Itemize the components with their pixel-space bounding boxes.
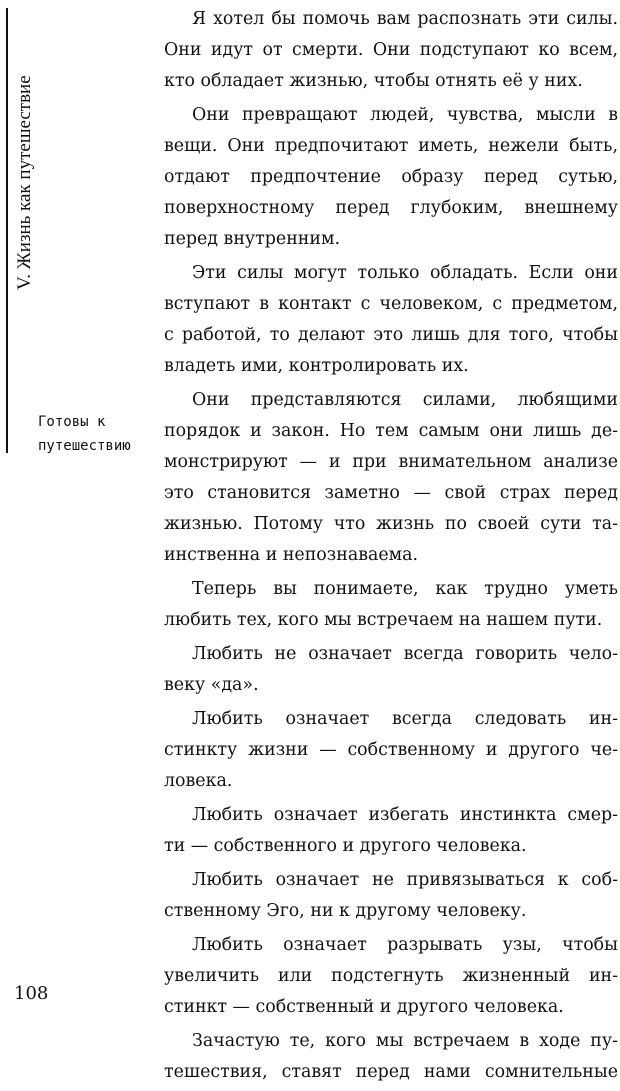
margin-note [38, 410, 168, 458]
text-line: это становится заметно — свой страх перед [164, 483, 618, 503]
text-line: Они идут от смерти. Они подступают ко всем, [164, 40, 618, 60]
text-line: кто обладает жизнью, чтобы отнять её у них. [164, 71, 583, 91]
text-line: Любить означает избегать инстинкта смер- [192, 805, 618, 825]
paragraph [164, 574, 618, 636]
text-line: Они представляются силами, любящими [192, 390, 618, 410]
margin-note-line: путешествию [38, 438, 131, 454]
text-line: увеличить или подстегнуть жизненный ин- [164, 966, 618, 986]
text-line: инственна и непознаваема. [164, 545, 419, 565]
running-head-rule [6, 8, 8, 453]
text-line: Я хотел бы помочь вам распознать эти силы. [192, 9, 618, 29]
text-line: порядок и закон. Но тем самым они лишь де- [164, 421, 618, 441]
text-line: Любить означает не привязываться к соб- [192, 870, 618, 890]
text-line: перед внутренним. [164, 229, 341, 249]
text-line: Теперь вы понимаете, как трудно уметь [192, 579, 618, 599]
text-line: Зачастую те, кого мы встречаем в ходе пу- [192, 1031, 618, 1051]
body-text [164, 4, 618, 1091]
text-line: любить тех, кого мы встречаем на нашем пути. [164, 610, 603, 630]
text-line: отдают предпочтение образу перед сутью, [164, 167, 618, 187]
running-head-title: V. Жизнь как путешествие [14, 75, 35, 290]
text-line: стинкт — собственный и другого человека. [164, 997, 564, 1017]
text-line: владеть ими, контролировать их. [164, 356, 469, 376]
text-line: с работой, то делают это лишь для того, чтобы [164, 325, 618, 345]
paragraph [164, 258, 618, 382]
text-line: стинкту жизни — собственному и другого че- [164, 740, 618, 760]
text-line: вещи. Они предпочитают иметь, нежели быть, [164, 136, 618, 156]
text-line: Любить означает разрывать узы, чтобы [192, 935, 618, 955]
text-line: ловека. [164, 771, 233, 791]
text-line: Эти силы могут только обладать. Если они [192, 263, 618, 283]
paragraph [164, 1026, 618, 1088]
paragraph [164, 385, 618, 571]
paragraph [164, 100, 618, 255]
paragraph [164, 865, 618, 927]
text-line: монстрируют — и при внимательном анализе [164, 452, 618, 472]
paragraph [164, 704, 618, 797]
page-number: 108 [14, 983, 49, 1004]
text-line: Любить не означает всегда говорить чело- [192, 644, 618, 664]
text-line: Они превращают людей, чувства, мысли в [192, 105, 618, 125]
paragraph [164, 800, 618, 862]
running-head [0, 0, 44, 450]
text-line: веку «да». [164, 675, 259, 695]
text-line: ти — собственного и другого человека. [164, 836, 527, 856]
text-line: ственному Эго, ни к другому человеку. [164, 901, 527, 921]
text-line: тешествия, ставят перед нами сомнительные [164, 1062, 618, 1082]
text-line: поверхностному перед глубоким, внешнему [164, 198, 618, 218]
paragraph [164, 4, 618, 97]
paragraph [164, 639, 618, 701]
paragraph [164, 930, 618, 1023]
text-line: вступают в контакт с человеком, с предметом, [164, 294, 618, 314]
text-line: жизнью. Потому что жизнь по своей сути та- [164, 514, 618, 534]
text-line: Любить означает всегда следовать ин- [192, 709, 618, 729]
margin-note-line: Готовы к [38, 414, 106, 430]
